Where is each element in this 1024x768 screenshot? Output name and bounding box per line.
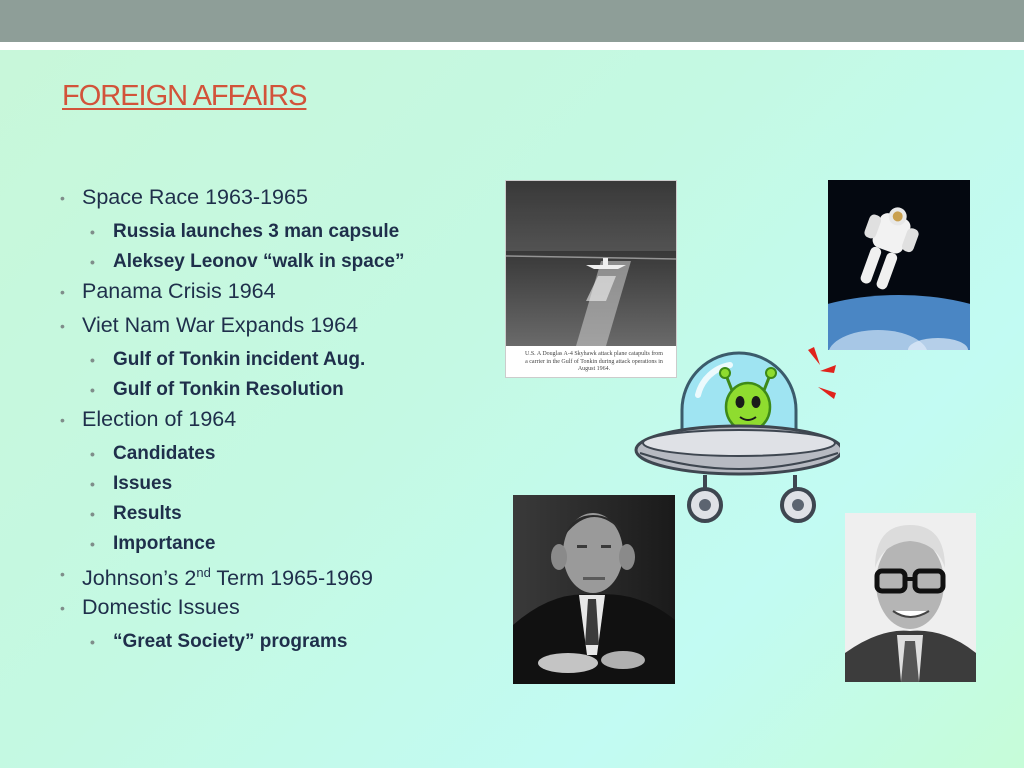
sub-bullet-item (60, 376, 500, 406)
bullet-text: Johnson’s 2nd Term 1965-1969 (82, 565, 373, 591)
bullet-item (60, 594, 500, 628)
bullet-text: Russia launches 3 man capsule (113, 221, 400, 242)
sub-bullet-item (60, 530, 500, 560)
bullet-text: Importance (113, 533, 216, 554)
bullet-icon: • (90, 352, 95, 368)
sub-bullet-item (60, 628, 500, 658)
bullet-icon: • (90, 254, 95, 270)
bullet-icon: • (90, 506, 95, 522)
bullet-icon: • (90, 634, 95, 650)
lbj-portrait-photo (513, 495, 675, 684)
bullet-icon: • (90, 476, 95, 492)
astronaut-image (828, 180, 970, 350)
bullet-text: Panama Crisis 1964 (82, 279, 276, 303)
bullet-text: Space Race 1963-1965 (82, 185, 308, 209)
bullet-item (60, 560, 500, 594)
sub-bullet-item (60, 500, 500, 530)
bullet-icon: • (60, 318, 65, 334)
bullet-text: Aleksey Leonov “walk in space” (113, 251, 405, 272)
plane-caption: U.S. A Douglas A-4 Skyhawk attack plane catapults from a carrier in the Gulf of Tonkin during attack operations in August 1964. (525, 351, 663, 372)
bullet-item (60, 312, 500, 346)
sub-bullet-item (60, 346, 500, 376)
bullet-icon: • (90, 382, 95, 398)
astronaut-photo (828, 180, 970, 350)
sub-bullet-item (60, 440, 500, 470)
bullet-icon: • (90, 536, 95, 552)
bullet-icon: • (90, 224, 95, 240)
sub-bullet-item (60, 248, 500, 278)
bullet-icon: • (60, 284, 65, 300)
bullet-text: Results (113, 503, 182, 524)
bullet-text: Election of 1964 (82, 407, 237, 431)
bullet-text: Candidates (113, 443, 216, 464)
bullet-icon: • (60, 600, 65, 616)
goldwater-portrait-image (845, 513, 976, 682)
bullet-text: Gulf of Tonkin incident Aug. (113, 349, 366, 370)
bullet-item (60, 406, 500, 440)
bullet-text: Viet Nam War Expands 1964 (82, 313, 359, 337)
top-bar (0, 0, 1024, 42)
bullet-icon: • (60, 566, 65, 582)
bullet-text: Domestic Issues (82, 595, 240, 619)
slide-title: FOREIGN AFFAIRS (62, 80, 307, 112)
bullet-item (60, 184, 500, 218)
bullet-icon: • (60, 190, 65, 206)
bullet-icon: • (90, 446, 95, 462)
sub-bullet-item (60, 470, 500, 500)
lbj-portrait-image (513, 495, 675, 684)
sub-bullet-item (60, 218, 500, 248)
bullet-list (60, 184, 500, 658)
bullet-text: Gulf of Tonkin Resolution (113, 379, 344, 400)
bullet-icon: • (60, 412, 65, 428)
bullet-text: Issues (113, 473, 173, 494)
bullet-text: “Great Society” programs (113, 631, 348, 652)
goldwater-portrait-photo (845, 513, 976, 682)
bullet-item (60, 278, 500, 312)
top-bar-divider (0, 42, 1024, 50)
